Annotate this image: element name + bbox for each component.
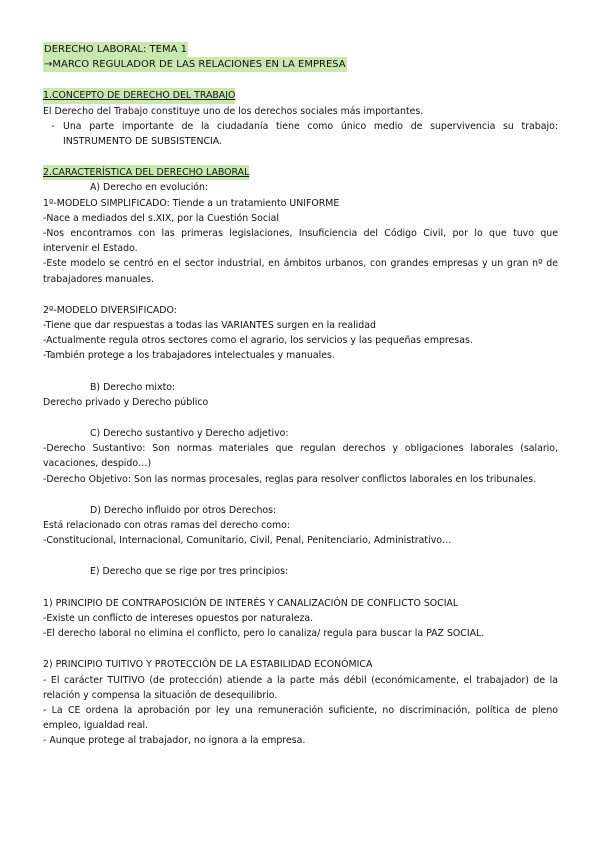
section-1-bullet xyxy=(43,119,558,149)
principle-2-line-3: - Aunque protege al trabajador, no ignora a la empresa. xyxy=(43,735,306,747)
subsection-c-line-2: -Derecho Objetivo: Son las normas procesales, reglas para resolver conflictos laborales en los tribunales. xyxy=(43,473,537,485)
subsection-e-title: E) Derecho que se rige por tres principios: xyxy=(90,566,289,578)
bullet-dash: - xyxy=(51,120,55,132)
doc-title: DERECHO LABORAL: TEMA 1 xyxy=(43,42,188,57)
model-1-title: 1º-MODELO SIMPLIFICADO: Tiende a un tratamiento UNIFORME xyxy=(43,197,340,209)
principle-1-line-2: -El derecho laboral no elimina el conflicto, pero lo canaliza/ regula para buscar la PAZ SOCIAL. xyxy=(43,628,485,640)
subsection-d-line-2: -Constitucional, Internacional, Comunitario, Civil, Penal, Penitenciario, Administrativo… xyxy=(43,535,452,547)
model-1-line-3: -Este modelo se centró en el sector industrial, en ámbitos urbanos, con grandes empresas y un gran nº de trabajadores manuales. xyxy=(43,258,558,285)
title-block xyxy=(43,42,558,72)
section-1 xyxy=(43,88,558,149)
principle-1-title: 1) PRINCIPIO DE CONTRAPOSICIÓN DE INTERÉS Y CANALIZACIÓN DE CONFLICTO SOCIAL xyxy=(43,597,459,609)
principle-2-line-1: - El carácter TUITIVO (de protección) atiende a la parte más débil (económicamente, el trabajador) de la relación y compensa la situación de desequilibrio. xyxy=(43,674,558,701)
subsection-d-line-1: Está relacionado con otras ramas del derecho como: xyxy=(43,520,291,532)
model-2-line-3: -También protege a los trabajadores intelectuales y manuales. xyxy=(43,350,335,362)
subsection-c-line-1: -Derecho Sustantivo: Son normas materiales que regulan derechos y obligaciones laborales (salario, vacaciones, despido…) xyxy=(43,443,558,470)
doc-subtitle: →MARCO REGULADOR DE LAS RELACIONES EN LA EMPRESA xyxy=(43,57,347,72)
section-1-paragraph: El Derecho del Trabajo constituye uno de los derechos sociales más importantes. xyxy=(43,105,424,117)
subsection-a-title: A) Derecho en evolución: xyxy=(90,182,209,194)
subsection-b-title: B) Derecho mixto: xyxy=(90,381,176,393)
model-2-title: 2º-MODELO DIVERSIFICADO: xyxy=(43,304,177,316)
model-2-line-1: -Tiene que dar respuestas a todas las VARIANTES surgen en la realidad xyxy=(43,320,376,332)
principle-2-title: 2) PRINCIPIO TUITIVO Y PROTECCIÓN DE LA ESTABILIDAD ECONÓMICA xyxy=(43,659,373,671)
model-1-line-1: -Nace a mediados del s.XIX, por la Cuestión Social xyxy=(43,212,279,224)
model-1-line-2: -Nos encontramos con las primeras legislaciones, Insuficiencia del Código Civil, por lo que tuvo que intervenir el Estado. xyxy=(43,228,558,255)
subsection-d-title: D) Derecho influido por otros Derechos: xyxy=(90,504,277,516)
subsection-b-line-1: Derecho privado y Derecho público xyxy=(43,396,209,408)
document-page xyxy=(43,42,558,749)
bullet-text: Una parte importante de la ciudadanía tiene como único medio de supervivencia su trabajo: INSTRUMENTO DE SUBSISTENCIA. xyxy=(63,120,558,148)
section-2-heading: 2.CARACTERÍSTICA DEL DERECHO LABORAL xyxy=(43,165,249,180)
section-1-heading: 1.CONCEPTO DE DERECHO DEL TRABAJO xyxy=(43,88,235,103)
subsection-c-title: C) Derecho sustantivo y Derecho adjetivo: xyxy=(90,428,289,440)
section-2 xyxy=(43,165,558,748)
model-2-line-2: -Actualmente regula otros sectores como el agrario, los servicios y las pequeñas empresas. xyxy=(43,335,473,347)
principle-2-line-2: - La CE ordena la aprobación por ley una remuneración suficiente, no discriminación, política de pleno empleo, igualdad real. xyxy=(43,704,558,732)
principle-1-line-1: -Existe un conflicto de intereses opuestos por naturaleza. xyxy=(43,612,314,624)
